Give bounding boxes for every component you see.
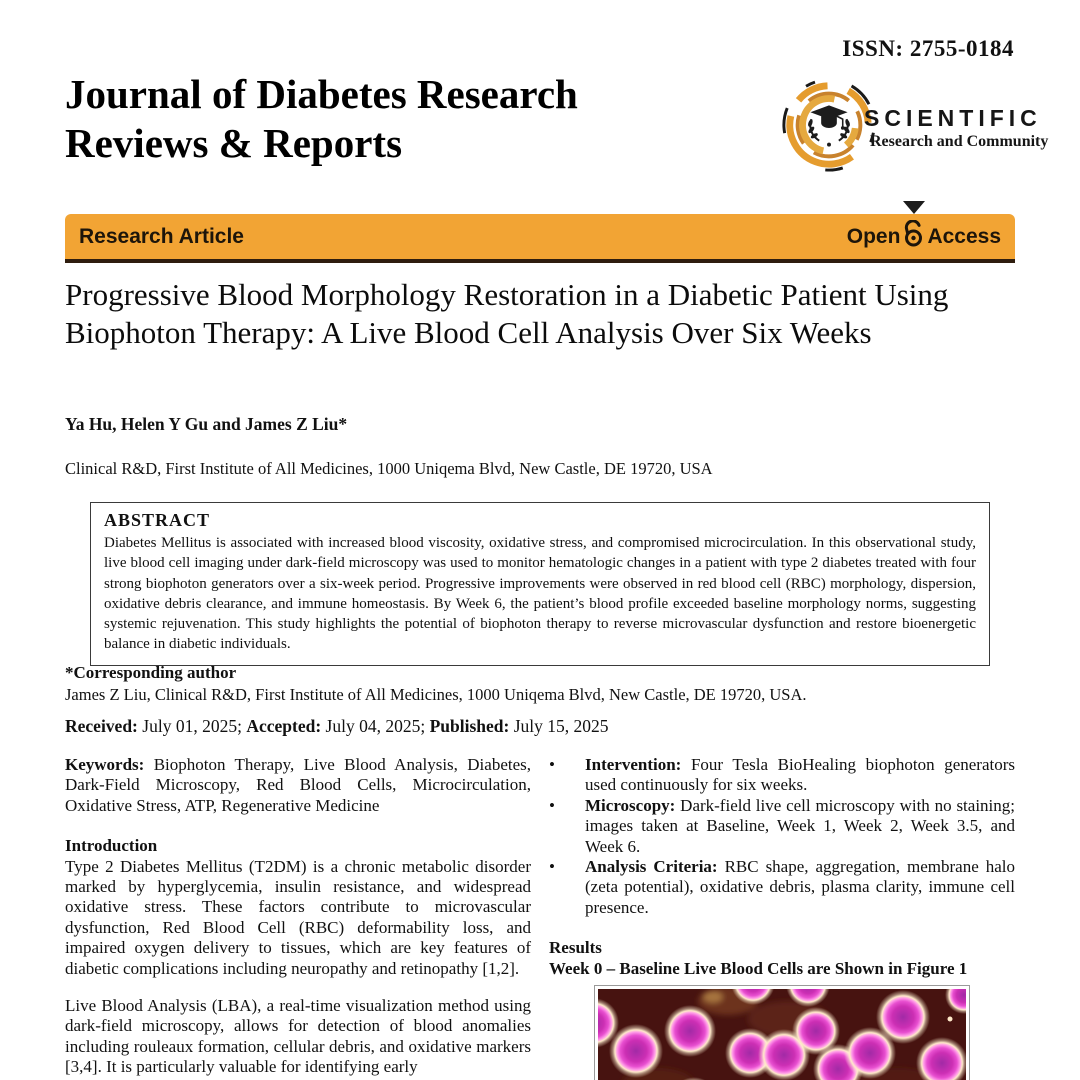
microscopy-text: Dark-field live cell microscopy with no staining; images taken at Baseline, Week 1, Week 2, Week 3.5, and Week 6. [585, 795, 1015, 856]
received-label: Received: [65, 716, 138, 736]
journal-title [65, 70, 578, 168]
analysis-criteria-text: RBC shape, aggregation, membrane halo (zeta potential), oxidative debris, plasma clarity, immune cell presence. [585, 857, 1015, 917]
article-dates-line [65, 716, 609, 737]
authors-line: Ya Hu, Helen Y Gu and James Z Liu* [65, 414, 348, 434]
keywords-label: Keywords: [65, 755, 145, 774]
article-type-banner [65, 214, 1015, 259]
accepted-label: Accepted: [246, 716, 322, 736]
introduction-paragraph-1: Type 2 Diabetes Mellitus (T2DM) is a chronic metabolic disorder marked by hyperglycemia, insulin resistance, and widespread oxidative stress. These factors contribute to microvascular dysfunction, Red Blood Cell (RBC) deformability loss, and impaired oxygen delivery to tissues, which are key features of diabetic complications including neuropathy and retinopathy [1,2]. [65, 856, 531, 978]
open-access-access-label: Access [927, 224, 1001, 248]
received-value: July 01, 2025; [137, 716, 247, 736]
introduction-paragraph-2: Live Blood Analysis (LBA), a real-time visualization method using dark-field microscopy, allows for detection of blood anomalies including rouleaux formation, cellular debris, and oxidative markers [3,4]. It is particularly valuable for identifying early [65, 996, 531, 1077]
microscopy-label: Microscopy: [585, 795, 676, 815]
bookmark-triangle-icon [903, 201, 925, 214]
intervention-text: Four Tesla BioHealing biophoton generators used continuously for six weeks. [585, 755, 1015, 795]
bullet-item-microscopy [549, 796, 1015, 857]
published-value: July 15, 2025 [509, 716, 609, 736]
open-lock-icon [903, 220, 924, 253]
abstract-heading: ABSTRACT [104, 510, 211, 530]
abstract-box [90, 502, 990, 666]
issn-number: ISSN: 2755-0184 [842, 36, 1014, 61]
open-access-badge [847, 220, 1001, 253]
intervention-label: Intervention: [585, 755, 682, 774]
bullet-marker: • [549, 857, 555, 877]
corresponding-author-line: James Z Liu, Clinical R&D, First Institute of All Medicines, 1000 Uniqema Blvd, New Castle, DE 19720, USA. [65, 685, 807, 704]
journal-title-line2: Reviews & Reports [65, 120, 403, 166]
figure-1-microscopy-image [594, 985, 970, 1080]
bullet-marker: • [549, 755, 555, 774]
keywords-paragraph [65, 755, 531, 816]
right-column [549, 755, 1015, 1080]
publisher-logo [780, 76, 1048, 179]
accepted-value: July 04, 2025; [321, 716, 430, 736]
bullet-marker: • [549, 795, 555, 815]
abstract-body: Diabetes Mellitus is associated with increased blood viscosity, oxidative stress, and compromised microcirculation. In this observational study, live blood cell imaging under dark-field microscopy was used to monitor hematologic changes in a patient with type 2 diabetes treated with four strong biophoton generators over a six-week period. Progressive improvements were observed in red blood cell (RBC) morphology, dispersion, oxidative debris clearance, and immune homeostasis. By Week 6, the patient’s blood profile exceeded baseline morphology norms, suggesting systemic rejuvenation. This study highlights the potential of biophoton therapy to reverse microvascular dysfunction and restore bioenergetic balance in diabetic individuals. [104, 535, 976, 653]
banner-underline [65, 259, 1015, 263]
results-heading: Results [549, 938, 602, 958]
open-access-open-label: Open [846, 224, 901, 248]
published-label: Published: [429, 716, 510, 736]
affiliation-line: Clinical R&D, First Institute of All Medicines, 1000 Uniqema Blvd, New Castle, DE 19720, USA [65, 459, 713, 478]
bullet-item-analysis-criteria [549, 857, 1015, 918]
publisher-tagline: Research and Community [870, 132, 1049, 150]
bullet-item-intervention [549, 755, 1015, 796]
journal-title-line1: Journal of Diabetes Research [65, 71, 578, 117]
article-type-label: Research Article [79, 224, 244, 248]
publisher-name: SCIENTIFIC [864, 104, 1042, 131]
analysis-criteria-label: Analysis Criteria: [585, 857, 718, 877]
week0-heading: Week 0 – Baseline Live Blood Cells are Shown in Figure 1 [549, 958, 968, 978]
introduction-heading: Introduction [65, 836, 158, 856]
keywords-text: Biophoton Therapy, Live Blood Analysis, Diabetes, Dark-Field Microscopy, Red Blood Cells, Microcirculation, Oxidative Stress, ATP, Regenerative Medicine [65, 755, 531, 815]
article-title: Progressive Blood Morphology Restoration in a Diabetic Patient Using Biophoton Therapy: A Live Blood Cell Analysis Over Six Weeks [65, 277, 949, 350]
corresponding-author-heading: *Corresponding author [65, 663, 237, 682]
left-column [65, 755, 531, 1078]
